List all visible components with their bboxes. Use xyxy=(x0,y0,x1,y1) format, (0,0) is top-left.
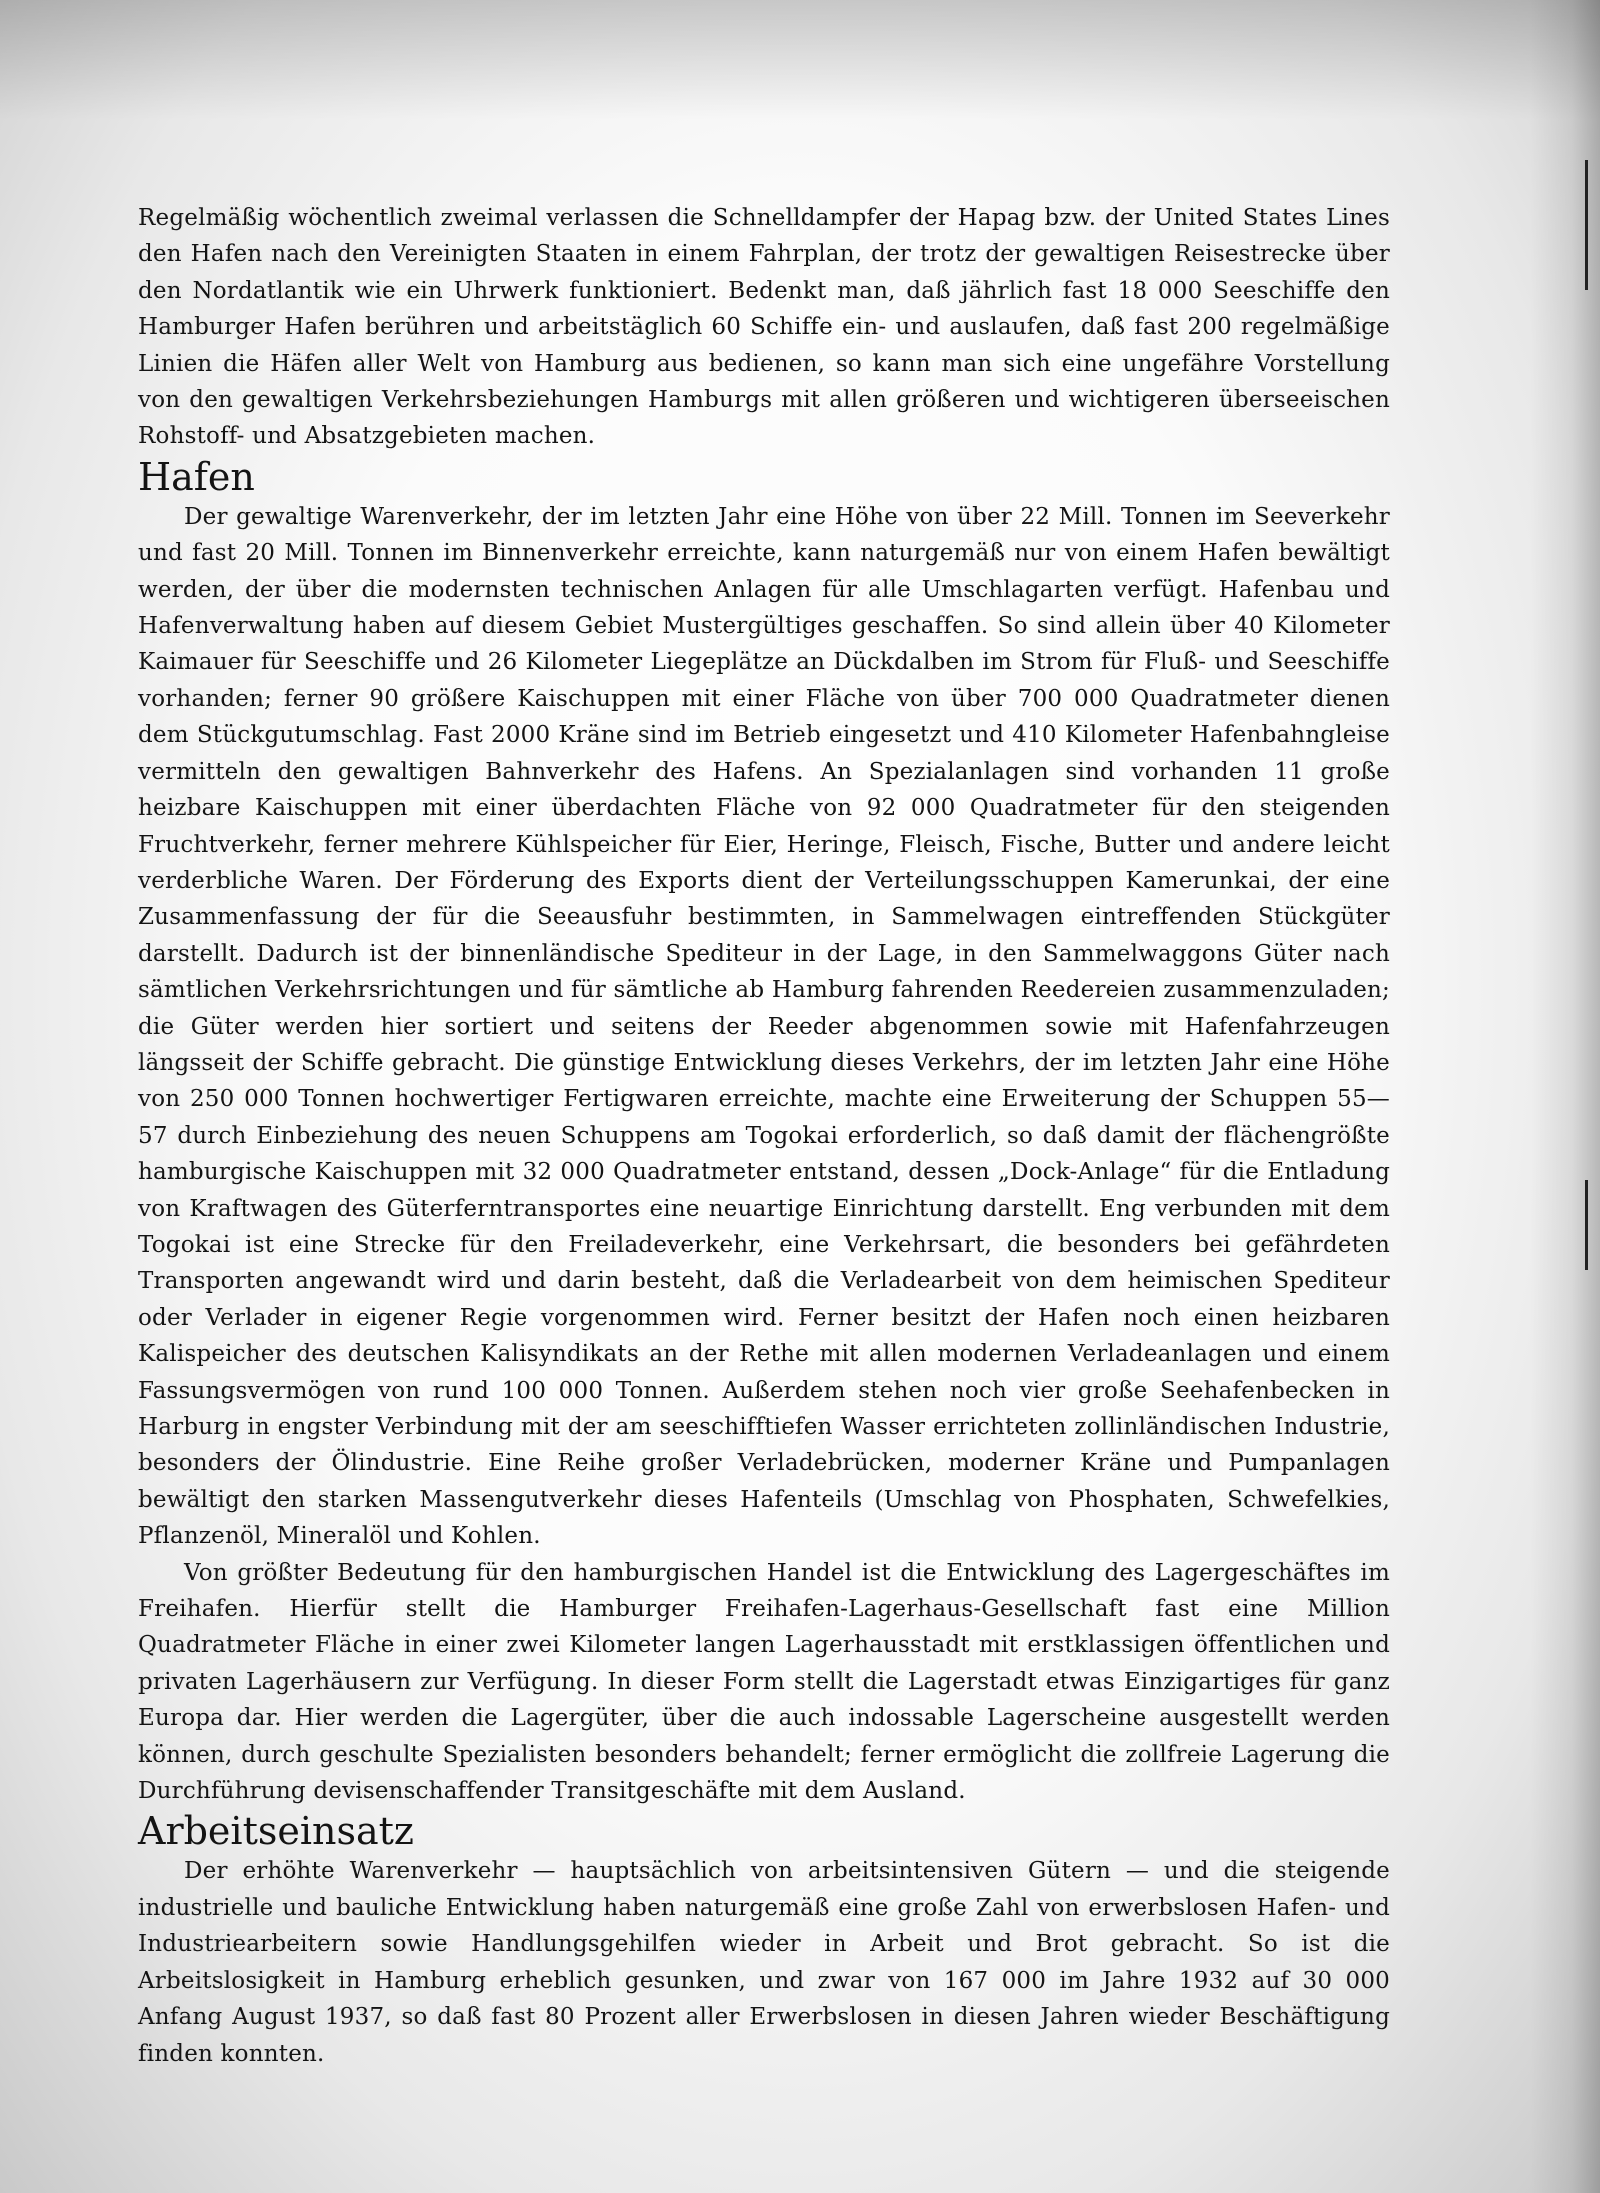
hafen-paragraph-1: Der gewaltige Warenverkehr, der im letzten Jahr eine Höhe von über 22 Mill. Tonnen im Seeverkehr und fast 20 Mill. Tonnen im Binnenverkehr erreichte, kann naturgemäß nur von einem Hafen bewältigt werden, der über die modernsten technischen Anlagen für alle Umschlagarten verfügt. Hafenbau und Hafenverwaltung haben auf diesem Gebiet Mustergültiges geschaffen. So sind allein über 40 Kilometer Kaimauer für Seeschiffe und 26 Kilometer Liegeplätze an Dückdalben im Strom für Fluß- und Seeschiffe vorhanden; ferner 90 größere Kaischuppen mit einer Fläche von über 700 000 Quadratmeter dienen dem Stückgutumschlag. Fast 2000 Kräne sind im Betrieb eingesetzt und 410 Kilometer Hafenbahngleise vermitteln den gewaltigen Bahnverkehr des Hafens. An Spezialanlagen sind vorhanden 11 große heizbare Kaischuppen mit einer überdachten Fläche von 92 000 Quadratmeter für den steigenden Fruchtverkehr, ferner mehrere Kühlspeicher für Eier, Heringe, Fleisch, Fische, Butter und andere leicht verderbliche Waren. Der Förderung des Exports dient der Verteilungsschuppen Kamerunkai, der eine Zusammenfassung der für die Seeausfuhr bestimmten, in Sammelwagen eintreffenden Stückgüter darstellt. Dadurch ist der binnenländische Spediteur in der Lage, in den Sammelwaggons Güter nach sämtlichen Verkehrsrichtungen und für sämtliche ab Hamburg fahrenden Reedereien zusammenzuladen; die Güter werden hier sortiert und seitens der Reeder abgenommen sowie mit Hafenfahrzeugen längsseit der Schiffe gebracht. Die günstige Entwicklung dieses Verkehrs, der im letzten Jahr eine Höhe von 250 000 Tonnen hochwertiger Fertigwaren erreichte, machte eine Erweiterung der Schuppen 55—57 durch Einbeziehung des neuen Schuppens am Togokai erforderlich, so daß damit der flächengrößte hamburgische Kaischuppen mit 32 000 Quadratmeter entstand, dessen „Dock-Anlage“ für die Entladung von Kraftwagen des Güterferntransportes eine neuartige Einrichtung darstellt. Eng verbunden mit dem Togokai ist eine Strecke für den Freiladeverkehr, eine Verkehrsart, die besonders bei gefährdeten Transporten angewandt wird und darin besteht, daß die Verladearbeit von dem heimischen Spediteur oder Verlader in eigener Regie vorgenommen wird. Ferner besitzt der Hafen noch einen heizbaren Kalispeicher des deutschen Kalisyndikats an der Rethe mit allen modernen Verladeanlagen und einem Fassungsvermögen von rund 100 000 Tonnen. Außerdem stehen noch vier große Seehafenbecken in Harburg in engster Verbindung mit der am seeschifftiefen Wasser errichteten zollinländischen Industrie, besonders der Ölindustrie. Eine Reihe großer Verladebrücken, moderner Kräne und Pumpanlagen bewältigt den starken Massengutverkehr dieses Hafenteils (Umschlag von Phosphaten, Schwefelkies, Pflanzenöl, Mineralöl und Kohlen. xyxy=(138,503,1390,1550)
section-heading-arbeitseinsatz: Arbeitseinsatz xyxy=(138,1809,414,1854)
scan-shadow-top xyxy=(0,0,1600,120)
document-body xyxy=(138,200,1390,2072)
hafen-paragraph-2: Von größter Bedeutung für den hamburgischen Handel ist die Entwicklung des Lagergeschäftes im Freihafen. Hierfür stellt die Hamburger Freihafen-Lagerhaus-Gesellschaft fast eine Million Quadratmeter Fläche in einer zwei Kilometer langen Lagerhausstadt mit erstklassigen öffentlichen und privaten Lagerhäusern zur Verfügung. In dieser Form stellt die Lagerstadt etwas Einzigartiges für ganz Europa dar. Hier werden die Lagergüter, über die auch indossable Lagerscheine ausgestellt werden können, durch geschulte Spezialisten besonders behandelt; ferner ermöglicht die zollfreie Lagerung die Durchführung devisenschaffender Transitgeschäfte mit dem Ausland. xyxy=(138,1559,1390,1805)
arbeitseinsatz-paragraph: Der erhöhte Warenverkehr — hauptsächlich von arbeitsintensiven Gütern — und die steigende industrielle und bauliche Entwicklung haben naturgemäß eine große Zahl von erwerbslosen Hafen- und Industriearbeitern sowie Handlungsgehilfen wieder in Arbeit und Brot gebracht. So ist die Arbeitslosigkeit in Hamburg erheblich gesunken, und zwar von 167 000 im Jahre 1932 auf 30 000 Anfang August 1937, so daß fast 80 Prozent aller Erwerbslosen in diesen Jahren wieder Beschäftigung finden konnten. xyxy=(138,1858,1390,2067)
intro-paragraph: Regelmäßig wöchentlich zweimal verlassen die Schnelldampfer der Hapag bzw. der United States Lines den Hafen nach den Vereinigten Staaten in einem Fahrplan, der trotz der gewaltigen Reisestrecke über den Nordatlantik wie ein Uhrwerk funktioniert. Bedenkt man, daß jährlich fast 18 000 Seeschiffe den Hamburger Hafen berühren und arbeitstäglich 60 Schiffe ein- und auslaufen, daß fast 200 regelmäßige Linien die Häfen aller Welt von Hamburg aus bedienen, so kann man sich eine ungefähre Vorstellung von den gewaltigen Verkehrsbeziehungen Hamburgs mit allen größeren und wichtigeren überseeischen Rohstoff- und Absatzgebieten machen. xyxy=(138,205,1390,450)
section-heading-hafen: Hafen xyxy=(138,454,255,499)
binding-mark xyxy=(1585,1180,1588,1270)
scan-shadow-right xyxy=(1530,0,1600,2193)
binding-mark xyxy=(1585,160,1588,290)
